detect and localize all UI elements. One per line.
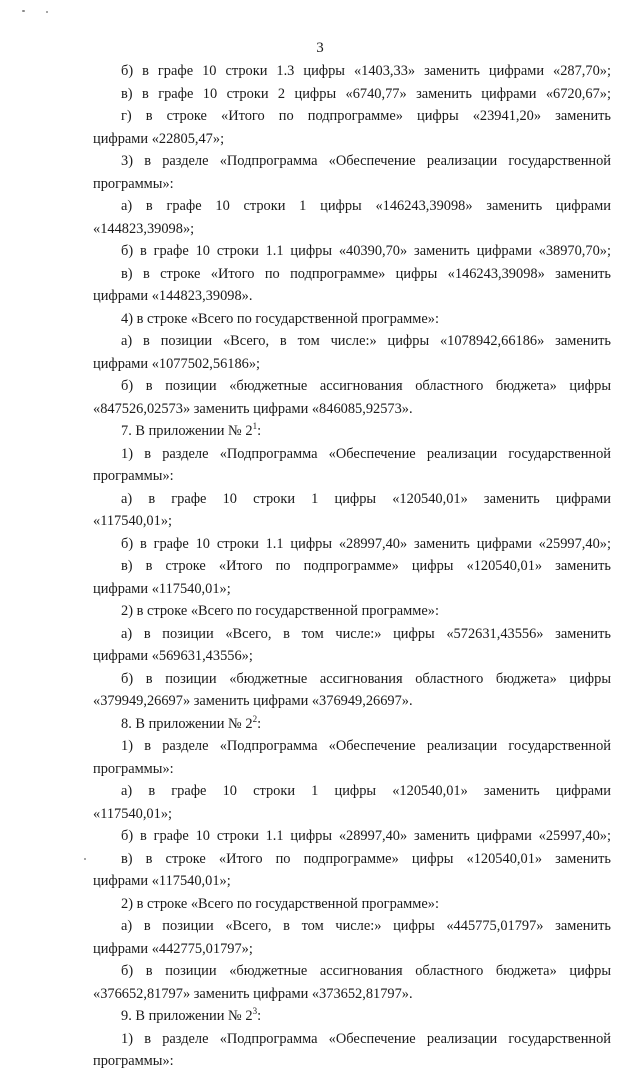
text-line	[93, 893, 611, 916]
line-text: 1) в разделе «Подпрограмма «Обеспечение реализации государственной	[121, 738, 611, 754]
text-line	[93, 983, 611, 1006]
text-line	[93, 870, 611, 893]
scan-speck	[84, 858, 86, 860]
text-line	[93, 915, 611, 938]
text-line	[93, 1050, 611, 1073]
text-line	[93, 285, 611, 308]
line-tail: :	[257, 1008, 262, 1024]
line-text: цифрами «144823,39098».	[93, 288, 253, 304]
text-line	[93, 623, 611, 646]
line-text: программы»:	[93, 760, 174, 777]
text-line	[93, 533, 611, 556]
line-text: б) в графе 10 строки 1.1 цифры «40390,70» заменить цифрами «38970,70»;	[121, 243, 611, 259]
text-line	[93, 60, 611, 83]
text-line	[93, 443, 611, 466]
text-line	[93, 195, 611, 218]
line-text: б) в графе 10 строки 1.1 цифры «28997,40» заменить цифрами «25997,40»;	[121, 828, 611, 844]
line-text: в) в строке «Итого по подпрограмме» цифры «120540,01» заменить	[121, 850, 611, 867]
line-text: программы»:	[93, 468, 174, 484]
line-text: цифрами «117540,01»;	[93, 580, 231, 597]
line-text: б) в графе 10 строки 1.1 цифры «28997,40» заменить цифрами «25997,40»;	[121, 535, 611, 552]
line-tail: :	[257, 715, 262, 732]
superscript: 3	[252, 1006, 258, 1016]
text-line	[93, 398, 611, 421]
line-text: в) в графе 10 строки 2 цифры «6740,77» заменить цифрами «6720,67»;	[121, 85, 611, 102]
line-text: «379949,26697» заменить цифрами «376949,26697».	[93, 693, 413, 709]
scan-speck	[22, 10, 25, 12]
text-line	[93, 735, 611, 758]
line-text: б) в графе 10 строки 1.3 цифры «1403,33» заменить цифрами «287,70»;	[121, 63, 611, 79]
line-text: цифрами «569631,43556»;	[93, 648, 253, 664]
text-line	[93, 488, 611, 511]
line-text: 3) в разделе «Подпрограмма «Обеспечение реализации государственной	[121, 153, 611, 169]
line-text: г) в строке «Итого по подпрограмме» цифры «23941,20» заменить	[121, 108, 611, 124]
text-line	[93, 938, 611, 961]
line-text: 7. В приложении № 2	[121, 423, 253, 439]
line-text: цифрами «117540,01»;	[93, 873, 231, 889]
text-line	[93, 465, 611, 488]
text-line	[93, 173, 611, 196]
line-text: в) в строке «Итого по подпрограмме» цифры «120540,01» заменить	[121, 558, 611, 574]
line-text: цифрами «22805,47»;	[93, 130, 225, 147]
text-line	[93, 263, 611, 286]
line-tail: :	[257, 423, 262, 439]
line-text: б) в позиции «бюджетные ассигнования областного бюджета» цифры	[121, 378, 611, 394]
text-line	[93, 510, 611, 533]
line-text: 4) в строке «Всего по государственной программе»:	[121, 310, 439, 327]
line-text: а) в графе 10 строки 1 цифры «146243,39098» заменить цифрами	[121, 198, 611, 214]
line-text: а) в графе 10 строки 1 цифры «120540,01» заменить цифрами	[121, 490, 611, 507]
text-line	[93, 555, 611, 578]
line-text: в) в строке «Итого по подпрограмме» цифры «146243,39098» заменить	[121, 265, 611, 282]
document-body	[93, 60, 611, 1073]
line-text: 1) в разделе «Подпрограмма «Обеспечение реализации государственной	[121, 445, 611, 462]
superscript: 2	[252, 713, 258, 724]
line-text: цифрами «1077502,56186»;	[93, 355, 261, 372]
text-line	[93, 600, 611, 623]
text-line	[93, 105, 611, 128]
line-text: 1) в разделе «Подпрограмма «Обеспечение реализации государственной	[121, 1030, 611, 1047]
text-line	[93, 375, 611, 398]
text-line	[93, 308, 611, 331]
line-text: цифрами «442775,01797»;	[93, 940, 253, 957]
line-text: 2) в строке «Всего по государственной программе»:	[121, 603, 439, 619]
text-line	[93, 1028, 611, 1051]
line-text: 8. В приложении № 2	[121, 715, 253, 732]
line-text: а) в позиции «Всего, в том числе:» цифры «445775,01797» заменить	[121, 918, 611, 934]
text-line	[93, 578, 611, 601]
text-line	[93, 758, 611, 781]
line-text: программы»:	[93, 1053, 174, 1069]
text-line	[93, 690, 611, 713]
text-line	[93, 150, 611, 173]
page-number: 3	[316, 40, 324, 56]
line-text: а) в позиции «Всего, в том числе:» цифры «572631,43556» заменить	[121, 625, 611, 642]
line-text: 2) в строке «Всего по государственной программе»:	[121, 895, 439, 912]
text-line	[93, 848, 611, 871]
line-text: б) в позиции «бюджетные ассигнования областного бюджета» цифры	[121, 963, 611, 979]
text-line	[93, 713, 611, 736]
superscript: 1	[252, 421, 258, 431]
text-line	[93, 218, 611, 241]
text-line	[93, 803, 611, 826]
line-text: «376652,81797» заменить цифрами «373652,81797».	[93, 985, 413, 1002]
text-line	[93, 240, 611, 263]
text-line	[93, 780, 611, 803]
line-text: «847526,02573» заменить цифрами «846085,92573».	[93, 400, 413, 417]
text-line	[93, 353, 611, 376]
line-text: 9. В приложении № 2	[121, 1008, 253, 1024]
text-line	[93, 960, 611, 983]
text-line	[93, 330, 611, 353]
text-line	[93, 128, 611, 151]
line-text: б) в позиции «бюджетные ассигнования областного бюджета» цифры	[121, 670, 611, 687]
line-text: «117540,01»;	[93, 805, 173, 822]
line-text: программы»:	[93, 175, 174, 192]
text-line	[93, 420, 611, 443]
line-text: а) в графе 10 строки 1 цифры «120540,01» заменить цифрами	[121, 783, 611, 799]
text-line	[93, 83, 611, 106]
text-line	[93, 645, 611, 668]
text-line	[93, 668, 611, 691]
line-text: а) в позиции «Всего, в том числе:» цифры «1078942,66186» заменить	[121, 333, 611, 349]
line-text: «117540,01»;	[93, 513, 173, 529]
line-text: «144823,39098»;	[93, 220, 195, 237]
scan-speck	[46, 11, 48, 13]
text-line	[93, 1005, 611, 1028]
text-line	[93, 825, 611, 848]
